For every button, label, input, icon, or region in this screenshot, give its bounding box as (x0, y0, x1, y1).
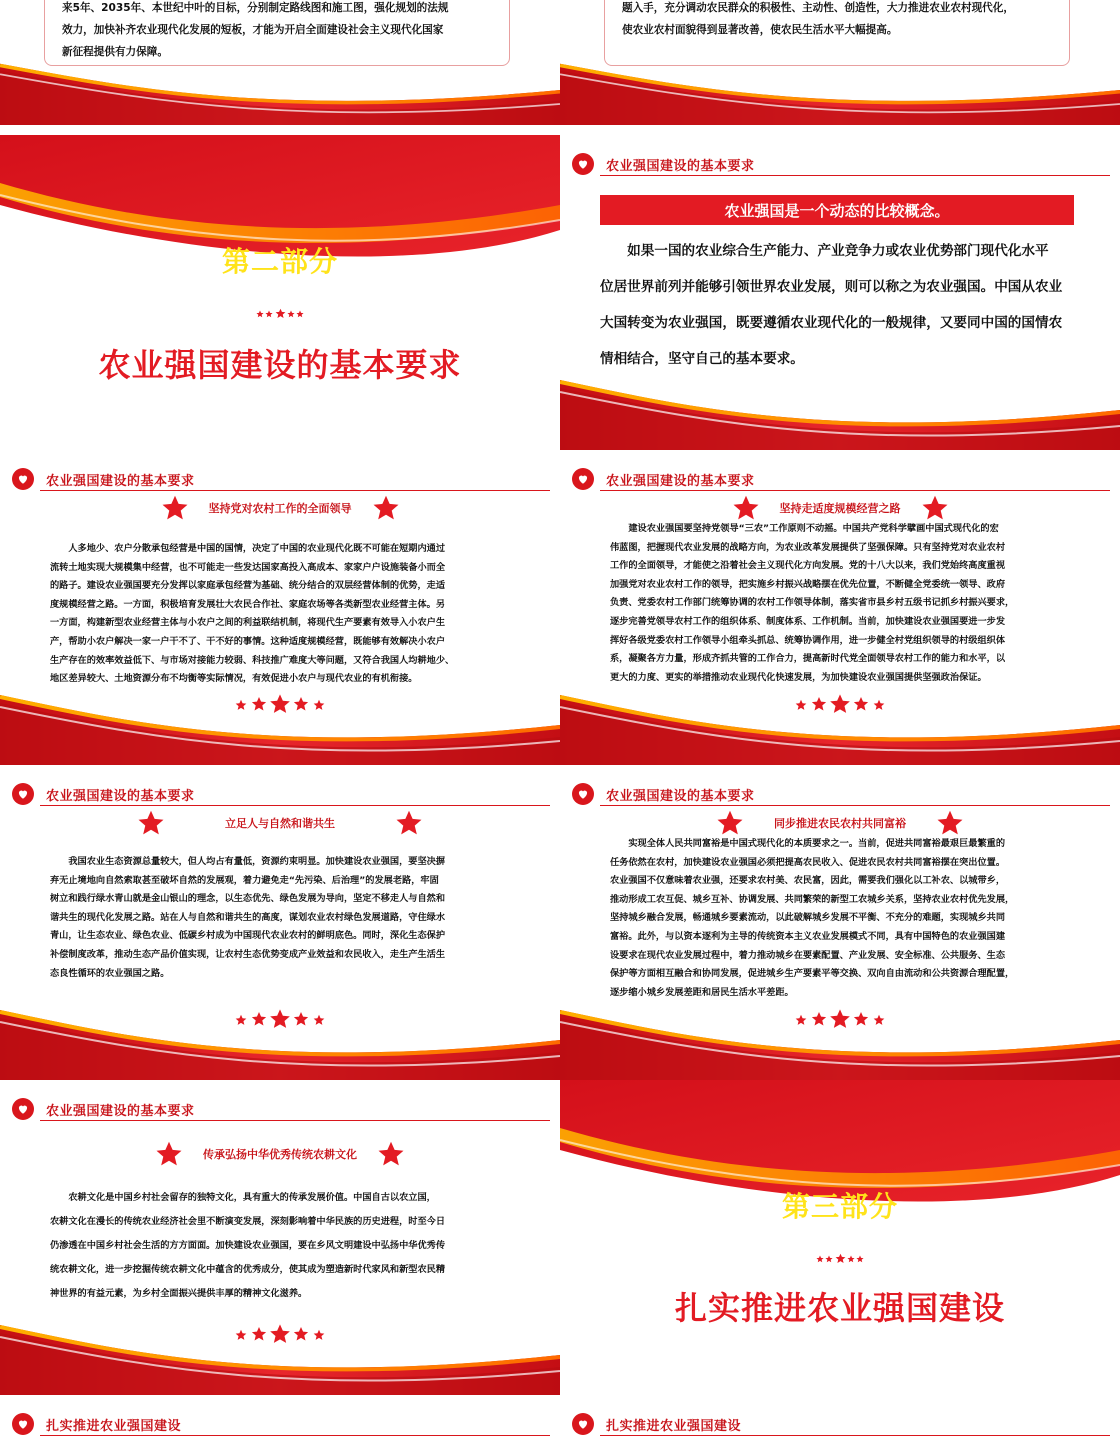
slide-top-right-fragment (560, 0, 1120, 125)
star-icon (395, 809, 423, 837)
subtitle-row (0, 494, 560, 522)
header-title: 农业强国建设的基本要求 (46, 1103, 195, 1119)
text-line: 度规模经营之路。一方面，积极培育发展壮大农民合作社、家庭农场等各类新型农业经营主体。另 (50, 598, 446, 610)
star-icon (155, 1140, 183, 1168)
text-line: 新征程提供有力保障。 (62, 46, 168, 58)
slide-common-prosperity (560, 765, 1120, 1080)
text-line: 补偿制度改革，推动生态产品价值实现，让农村生态优势变成产业效益和农民收入，走生产生活生 (50, 948, 446, 960)
header-divider (600, 805, 1110, 806)
red-wave-decoration (560, 55, 1120, 125)
star-icon (161, 494, 189, 522)
slide-part-three (560, 1080, 1120, 1395)
slide-bottom-left (0, 1395, 560, 1440)
part-label: 第二部分 (221, 245, 338, 278)
text-line: 效力，加快补齐农业现代化发展的短板，才能为开启全面建设社会主义现代化国家 (62, 24, 444, 36)
slide-party-leadership (0, 450, 560, 765)
text-line: 我国农业生态资源总量较大，但人均占有量低，资源约束明显。加快建设农业强国，要坚决摒 (50, 856, 446, 867)
slide-bottom-right (560, 1395, 1120, 1440)
header-divider (600, 490, 1110, 491)
star-icon (137, 809, 165, 837)
red-wave-decoration (560, 1000, 1120, 1080)
body-text (50, 853, 510, 983)
red-wave-decoration (0, 1000, 560, 1080)
text-line: 题入手，充分调动农民群众的积极性、主动性、创造性，大力推进农业农村现代化， (622, 2, 1014, 14)
star-icon (936, 809, 964, 837)
subtitle: 坚持党对农村工作的全面领导 (208, 502, 352, 515)
slide-nature-harmony (0, 765, 560, 1080)
text-line: 流转土地实现大规模集中经营，也不可能走一些发达国家高投入高成本、家家户户设施装备小而全 (50, 561, 446, 573)
header-divider (600, 175, 1110, 176)
header-title: 农业强国建设的基本要求 (46, 473, 195, 489)
slide-part-two (0, 135, 560, 450)
concept-banner: 农业强国是一个动态的比较概念。 (600, 195, 1074, 225)
heart-hand-icon (12, 1413, 34, 1435)
text-line: 设要求在现代农业发展过程中，着力推动城乡在要素配置、产业发展、安全标准、公共服务、生态 (610, 949, 1006, 961)
fragment-text (622, 0, 1062, 41)
text-line: 如果一国的农业综合生产能力、产业竞争力或农业优势部门现代化水平 (600, 243, 1049, 259)
text-line: 态良性循环的农业强国之路。 (50, 967, 170, 979)
slide-header (12, 781, 195, 807)
body-text (610, 835, 1070, 1002)
text-line: 一方面，构建新型农业经营主体与小农户之间的利益联结机制，将现代生产要素有效导入小农户生 (50, 617, 446, 629)
text-line: 逐步缩小城乡发展差距和居民生活水平差距。 (610, 986, 794, 998)
text-line: 工作的全面领导，才能使之沿着社会主义现代化方向发展。党的十八大以来，我们党始终高度重视 (610, 560, 1006, 572)
text-line: 坚持城乡融合发展，畅通城乡要素流动，以此破解城乡发展不平衡、不充分的难题，实现城乡共同 (610, 912, 1006, 924)
slide-header (572, 466, 755, 492)
text-line: 伟蓝图，把握现代农业发展的战略方向，为农业改革发展提供了坚强保障。只有坚持党对农业农村 (610, 541, 1006, 553)
heart-hand-icon (12, 1098, 34, 1120)
body-text (50, 540, 510, 689)
text-line: 使农业农村面貌得到显著改善，使农民生活水平大幅提高。 (622, 24, 898, 36)
part-label: 第三部分 (781, 1190, 898, 1223)
section-title: 扎实推进农业强国建设 (674, 1289, 1005, 1327)
header-title: 扎实推进农业强国建设 (606, 1418, 742, 1434)
text-line: 农耕文化在漫长的传统农业经济社会里不断演变发展，深刻影响着中华民族的历史进程，时至今日 (50, 1216, 446, 1227)
red-wave-decoration (560, 370, 1120, 450)
text-line: 神世界的有益元素，为乡村全面振兴提供丰厚的精神文化滋养。 (50, 1288, 308, 1299)
text-line: 青山，让生态农业、绿色农业、低碳乡村成为中国现代农业农村的鲜明底色。同时，深化生态保护 (50, 930, 446, 942)
text-line: 大国转变为农业强国，既要遵循农业现代化的一般规律，又要同中国的国情农 (600, 315, 1063, 331)
slide-header (572, 1411, 741, 1437)
subtitle: 传承弘扬中华优秀传统农耕文化 (203, 1148, 357, 1161)
text-line: 来5年、2035年、本世纪中叶的目标，分别制定路线图和施工图，强化规划的法规 (62, 2, 449, 14)
text-line: 人多地少、农户分散承包经营是中国的国情，决定了中国的农业现代化既不可能在短期内通过 (50, 543, 446, 554)
text-line: 农耕文化是中国乡村社会留存的独特文化，具有重大的传承发展价值。中国自古以农立国， (50, 1192, 436, 1203)
text-line: 仍渗透在中国乡村社会生活的方方面面。加快建设农业强国，要在乡风文明建设中弘扬中华优秀传 (50, 1240, 446, 1251)
text-line: 的路子。建设农业强国要充分发挥以家庭承包经营为基础、统分结合的双层经营体制的优势，走适 (50, 580, 446, 592)
slide-scale-operation (560, 450, 1120, 765)
heart-hand-icon (572, 783, 594, 805)
text-line: 挥好各级党委农村工作领导小组牵头抓总、统筹协调作用，进一步健全村党组织领导的村级组织体 (610, 634, 1006, 646)
text-line: 情相结合，坚守自己的基本要求。 (600, 351, 804, 367)
concept-body (600, 233, 1080, 377)
slide-farming-culture (0, 1080, 560, 1395)
text-line: 任务依然在农村，加快建设农业强国必须把提高农民收入、促进农民农村共同富裕摆在突出位置。 (610, 856, 1006, 868)
text-line: 农业强国不仅意味着农业强，还要求农村美、农民富，因此，需要我们强化以工补农、以城带乡， (610, 875, 1006, 887)
subtitle-row (560, 809, 1120, 837)
slide-dynamic-concept (560, 135, 1120, 450)
decorative-stars (560, 1250, 1120, 1269)
text-line: 更大的力度、更实的举措推动农业现代化快速发展，为加快建设农业强国提供坚强政治保证。 (610, 671, 987, 683)
heart-hand-icon (572, 1413, 594, 1435)
decorative-stars (0, 305, 560, 324)
slide-header (12, 1096, 195, 1122)
red-wave-decoration (0, 55, 560, 125)
heart-hand-icon (572, 153, 594, 175)
header-title: 农业强国建设的基本要求 (606, 158, 755, 174)
text-line: 统农耕文化，进一步挖掘传统农耕文化中蕴含的优秀成分，使其成为塑造新时代家风和新型农民精 (50, 1264, 446, 1275)
text-line: 弃无止境地向自然索取甚至破坏自然的发展观，着力避免走“先污染、后治理”的发展老路，牢固 (50, 874, 439, 886)
slide-header (12, 1411, 181, 1437)
header-title: 农业强国建设的基本要求 (46, 788, 195, 804)
body-text (50, 1186, 510, 1306)
star-icon (372, 494, 400, 522)
text-line: 生产存在的效率效益低下、与市场对接能力较弱、科技推广难度大等问题，又符合我国人均耕地少、 (50, 654, 455, 666)
red-wave-decoration (0, 685, 560, 765)
text-line: 位居世界前列并能够引领世界农业发展，则可以称之为农业强国。中国从农业 (600, 279, 1063, 295)
slide-header (12, 466, 195, 492)
subtitle: 同步推进农民农村共同富裕 (774, 817, 906, 830)
subtitle: 坚持走适度规模经营之路 (779, 502, 901, 515)
slide-top-left-fragment (0, 0, 560, 125)
text-line: 富裕。此外，与以资本逐利为主导的传统资本主义农业发展模式不同，具有中国特色的农业强国建 (610, 930, 1006, 942)
subtitle-row (0, 809, 560, 837)
heart-hand-icon (12, 468, 34, 490)
text-line: 负责、党委农村工作部门统筹协调的农村工作领导体制，落实省市县乡村五级书记抓乡村振兴要求， (610, 597, 1015, 609)
slide-header (572, 151, 755, 177)
text-line: 逐步完善党领导农村工作的组织体系、制度体系、工作机制。当前，加快建设农业强国要进一步发 (610, 615, 1006, 627)
header-divider (40, 805, 550, 806)
red-wave-decoration (0, 1315, 560, 1395)
text-line: 系，凝聚各方力量，形成齐抓共管的工作合力，提高新时代党全面领导农村工作的能力和水平，以 (610, 653, 1006, 665)
red-wave-decoration (560, 685, 1120, 765)
text-line: 建设农业强国要坚持党领导“三农”工作原则不动摇。中国共产党科学擘画中国式现代化的宏 (610, 523, 999, 534)
header-title: 农业强国建设的基本要求 (606, 788, 755, 804)
header-divider (40, 1435, 550, 1436)
subtitle: 立足人与自然和谐共生 (225, 817, 335, 830)
text-line: 树立和践行绿水青山就是金山银山的理念，以生态优先、绿色发展为导向，坚定不移走人与自然和 (50, 893, 446, 905)
heart-hand-icon (12, 783, 34, 805)
header-divider (40, 490, 550, 491)
text-line: 实现全体人民共同富裕是中国式现代化的本质要求之一。当前，促进共同富裕最艰巨最繁重的 (610, 838, 1006, 849)
fragment-text (62, 0, 502, 63)
subtitle-row (560, 494, 1120, 522)
text-line: 加强党对农业农村工作的领导，把实施乡村振兴战略摆在优先位置，不断健全党委统一领导、政府 (610, 578, 1006, 590)
text-line: 产，帮助小农户解决一家一户干不了、干不好的事情。这种适度规模经营，既能够有效解决小农户 (50, 635, 446, 647)
header-divider (40, 1120, 550, 1121)
star-icon (921, 494, 949, 522)
text-line: 推动形成工农互促、城乡互补、协调发展、共同繁荣的新型工农城乡关系，坚持农业农村优先发展， (610, 893, 1015, 905)
text-line: 地区差异较大、土地资源分布不均衡等实际情况，有效促进小农户与现代农业的有机衔接。 (50, 673, 418, 685)
body-text (610, 520, 1070, 687)
text-line: 保护等方面相互融合和协同发展，促进城乡生产要素平等交换、双向自由流动和公共资源合理配置， (610, 968, 1015, 980)
header-divider (600, 1435, 1110, 1436)
star-icon (377, 1140, 405, 1168)
star-icon (732, 494, 760, 522)
star-icon (716, 809, 744, 837)
section-title: 农业强国建设的基本要求 (98, 346, 462, 384)
text-line: 谐共生的现代化发展之路。站在人与自然和谐共生的高度，谋划农业农村绿色发展道路，守住绿水 (50, 911, 446, 923)
header-title: 扎实推进农业强国建设 (46, 1418, 182, 1434)
header-title: 农业强国建设的基本要求 (606, 473, 755, 489)
heart-hand-icon (572, 468, 594, 490)
slide-header (572, 781, 755, 807)
subtitle-row (0, 1140, 560, 1168)
